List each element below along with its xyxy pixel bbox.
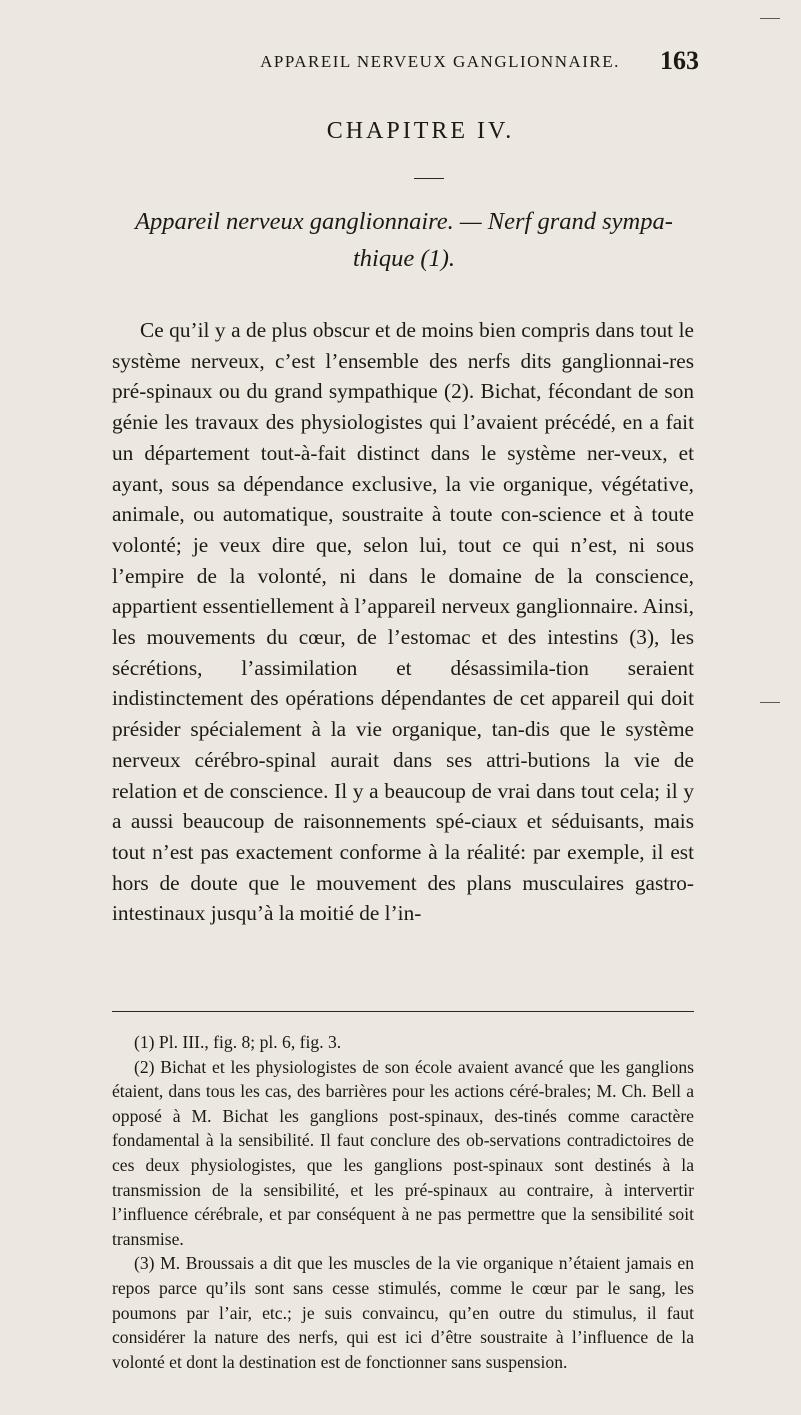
footnote-2: (2) Bichat et les physiologistes de son école avaient avancé que les ganglions étaient, dans tous les cas, des barrières pour les actions céré-brales; M. Ch. Bell a opposé à M. Bichat les ganglions post-spinaux, des-tinés comme caractère fondamental à la sensibilité. Il faut conclure des ob-servations contradictoires de ces deux physiologistes, que les ganglions post-spinaux sont destinés à la transmission de la sensibilité, et les pré-spinaux au contraire, à intervertir l’influence cérébrale, et par conséquent à ne pas permettre que la sensibilité soit transmise. (112, 1056, 694, 1249)
margin-mark (760, 702, 780, 703)
footnote-1: (1) Pl. III., fig. 8; pl. 6, fig. 3. (134, 1032, 342, 1052)
main-text (112, 315, 694, 929)
title-divider (414, 178, 444, 179)
running-head: APPAREIL NERVEUX GANGLIONNAIRE. (260, 52, 620, 71)
margin-mark (760, 18, 780, 19)
section-title (113, 203, 695, 277)
section-title-line-2: thique (1). (352, 245, 456, 272)
footnotes (112, 1030, 694, 1374)
chapter-title: CHAPITRE IV. (326, 118, 515, 144)
footnote-3: (3) M. Broussais a dit que les muscles de la vie organique n’étaient jamais en repos parce qu’ils sont sans cesse stimulés, comme le cœur par le sang, les poumons par l’air, etc.; je suis convaincu, qu’en outre du stimulus, il faut considérer la nature des nerfs, qui est ici d’être soustraite à l’influence de la volonté et dont la destination est de fonctionner sans suspension. (112, 1253, 694, 1372)
page-number: 163 (660, 46, 699, 75)
section-title-line-1: Appareil nerveux ganglionnaire. — Nerf grand sympa- (135, 208, 673, 235)
footnote-divider (112, 1011, 694, 1012)
body-paragraph: Ce qu’il y a de plus obscur et de moins bien compris dans tout le système nerveux, c’est l’ensemble des nerfs dits ganglionnai-res pré-spinaux ou du grand sympathique (2). Bichat, fécondant de son génie les travaux des physiologistes qui l’avaient précédé, en a fait un département tout-à-fait distinct dans le système ner-veux, et ayant, sous sa dépendance exclusive, la vie organique, végétative, animale, ou automatique, soustraite à toute con-science et à toute volonté; je veux dire que, selon lui, tout ce qui n’est, ni sous l’empire de la volonté, ni dans le domaine de la conscience, appartient essentiellement à l’appareil nerveux ganglionnaire. Ainsi, les mouvements du cœur, de l’estomac et des intestins (3), les sécrétions, l’assimilation et désassimila-tion seraient indistinctement des opérations dépendantes de cet appareil qui doit présider spécialement à la vie organique, tan-dis que le système nerveux cérébro-spinal aurait dans ses attri-butions la vie de relation et de conscience. Il y a beaucoup de vrai dans tout cela; il y a aussi beaucoup de raisonnements spé-ciaux et séduisants, mais tout n’est pas exactement conforme à la réalité: par exemple, il est hors de doute que le mouvement des plans musculaires gastro-intestinaux jusqu’à la moitié de l’in- (112, 318, 694, 926)
